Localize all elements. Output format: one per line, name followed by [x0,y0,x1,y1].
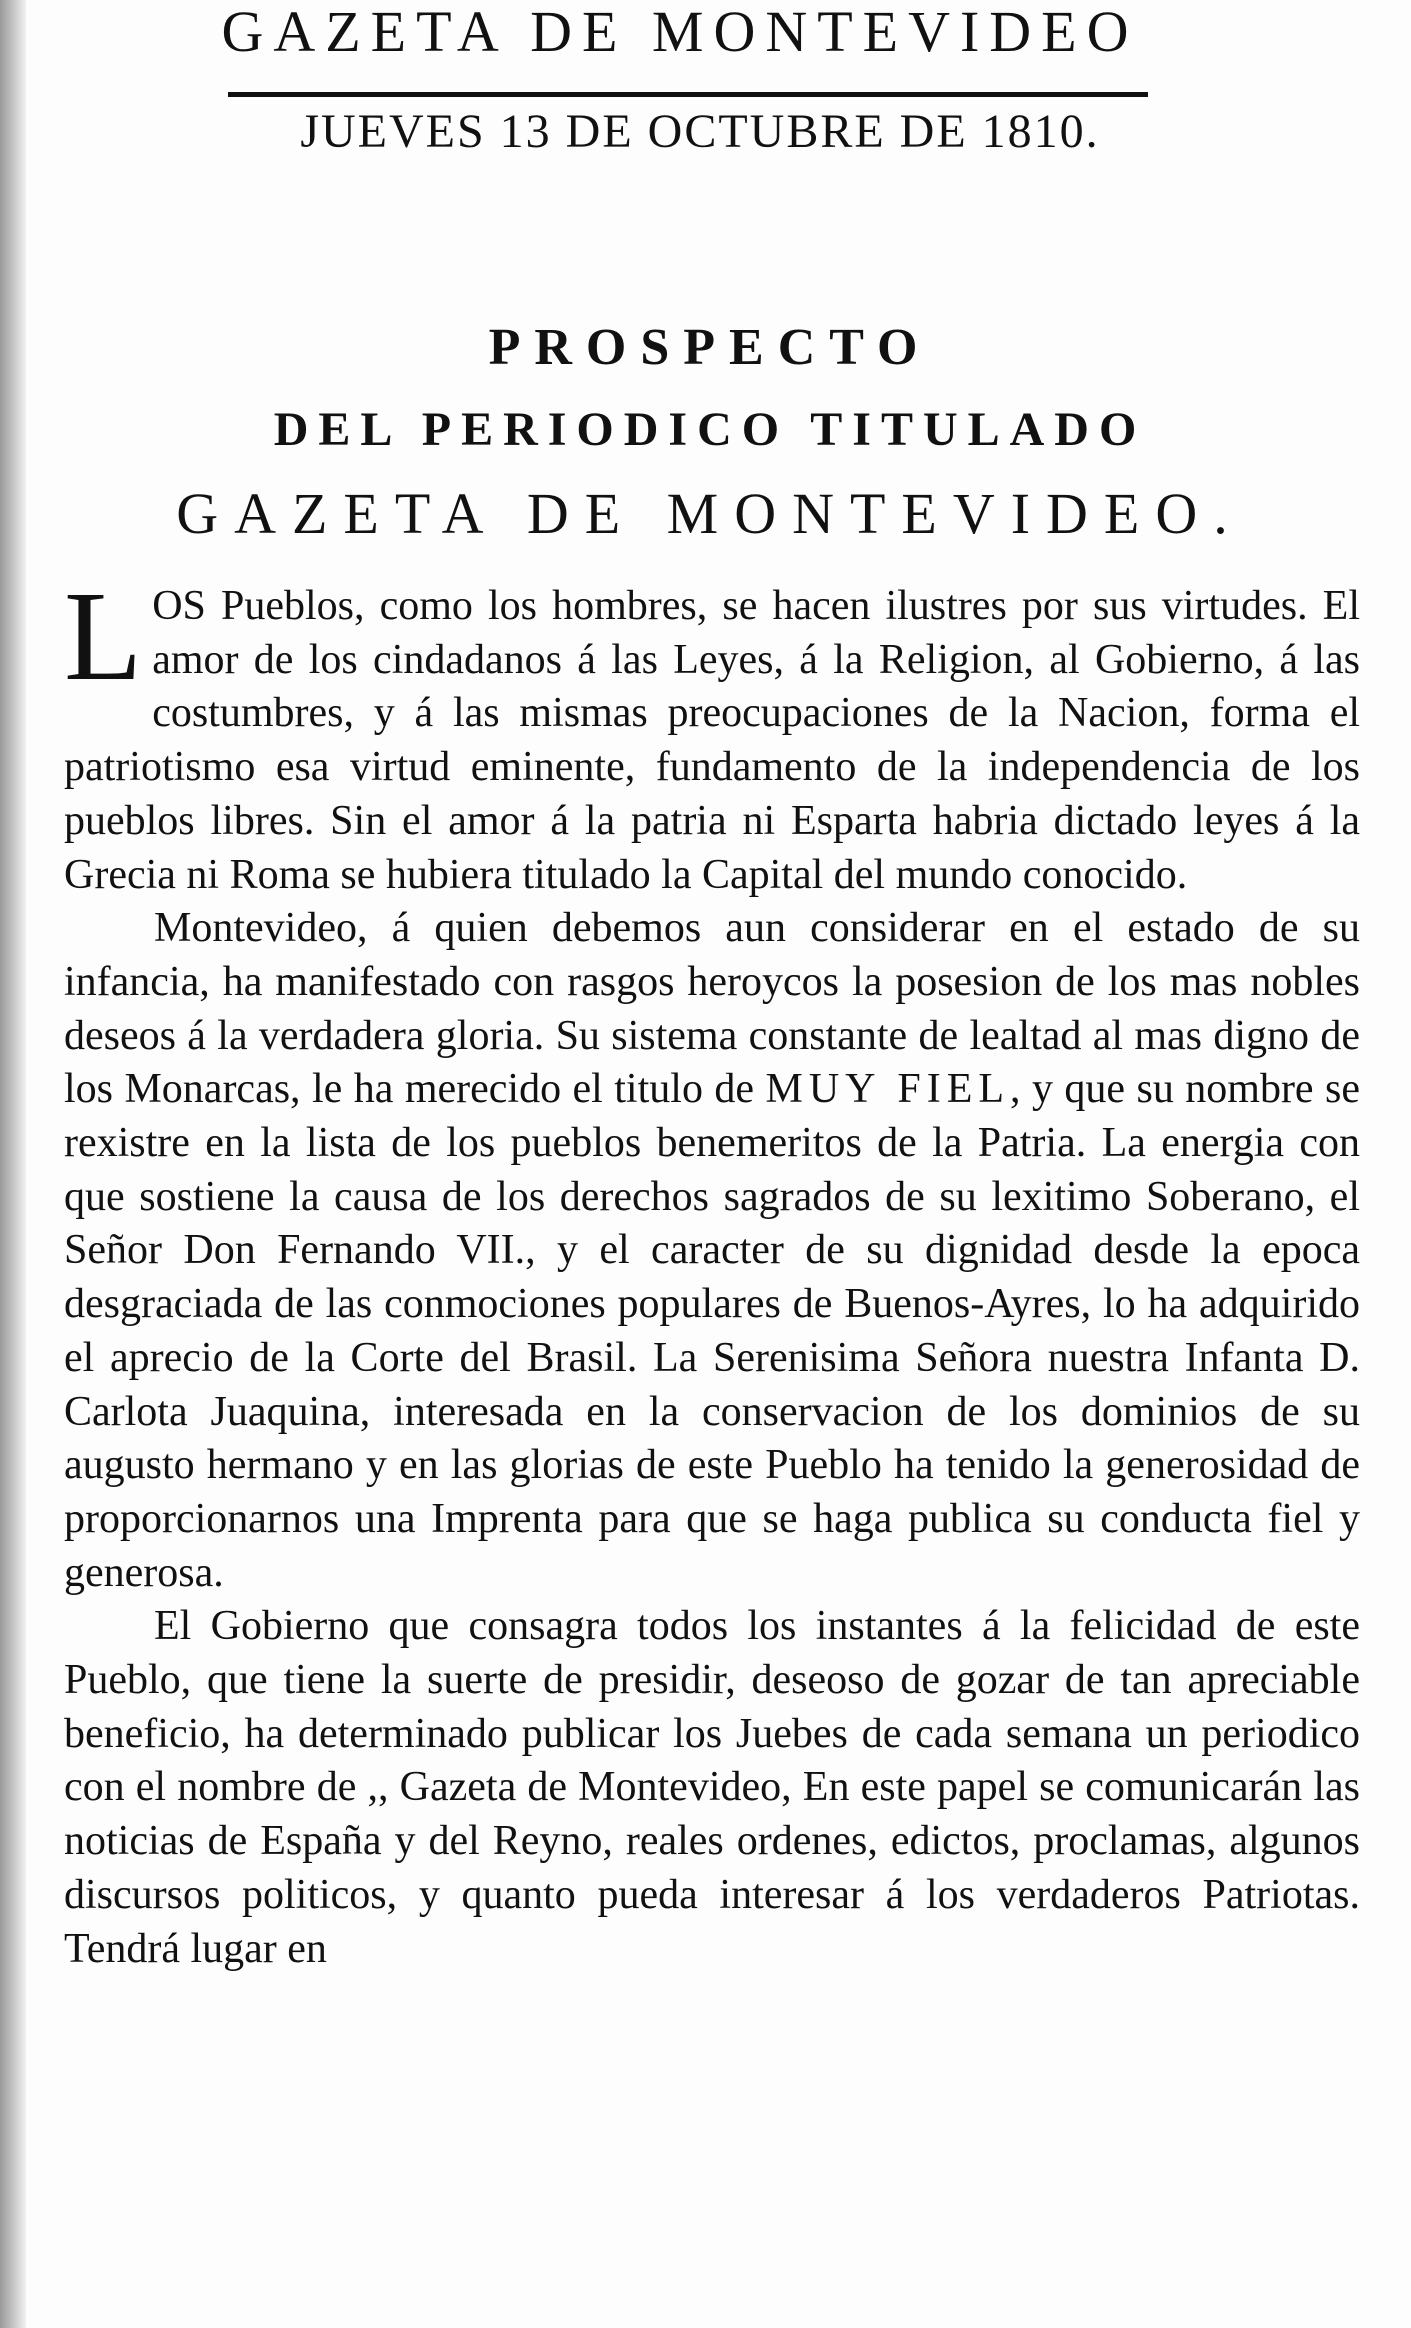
drop-cap: L [64,565,143,707]
paragraph-3 [64,1600,1360,1976]
page-binding-shadow [0,0,26,2328]
paragraph-2-text-b: , y que su nombre se rexistre en la lista de los pueblos benemeritos de la Patria. La energia con que sostiene la causa de los derechos sagrados de su lexitimo Soberano, el Señor Don Fernando VII., y el caracter de su dignidad desde la epoca desgraciada de las conmociones populares de Buenos-Ayres, lo ha adquirido el aprecio de la Corte del Brasil. La Serenisima Señora nuestra Infanta D. Carlota Juaquina, interesada en la conservacion de los dominios de su augusto hermano y en las glorias de este Pueblo ha tenido la generosidad de proporcionarnos una Imprenta para que se haga publica su conducta fiel y generosa. [64,1066,1360,1596]
heading-periodico: DEL PERIODICO TITULADO [273,403,1147,456]
paragraph-1 [64,565,1360,902]
muy-fiel-title: MUY FIEL [765,1066,1011,1113]
heading-gazeta: GAZETA DE MONTEVIDEO. [176,481,1244,546]
masthead-rule [228,92,1148,97]
paragraph-3-text: El Gobierno que consagra todos los instantes á la felicidad de este Pueblo, que tiene la suerte de presidir, deseoso de gozar de tan apreciable beneficio, ha determinado publicar los Juebes de cada semana un periodico con el nombre de ,, Gazeta de Montevideo, En este papel se comunicarán las noticias de España y del Reyno, reales ordenes, edictos, proclamas, algunos discursos politicos, y quanto pueda interesar á los verdaderos Patriotas. Tendrá lugar en [64,1603,1360,1972]
paragraph-2-text-a: Montevideo, á quien debemos aun considerar en el estado de su infancia, ha manifestado con rasgos heroycos la posesion de los mas nobles deseos á la verdadera gloria. Su sistema constante de lealtad al mas digno de los Monarcas, le ha merecido el titulo de [64,905,1360,1113]
paragraph-2 [64,902,1360,1600]
heading-prospecto: PROSPECTO [488,319,932,376]
issue-date: JUEVES 13 DE OCTUBRE DE 1810. [300,105,1100,158]
article-body [64,565,1360,1976]
masthead: GAZETA DE MONTEVIDEO [221,0,1139,64]
paragraph-1-text: OS Pueblos, como los hombres, se hacen ilustres por sus virtudes. El amor de los cindadanos á las Leyes, á la Religion, al Gobierno, á las costumbres, y á las mismas preocupaciones de la Nacion, forma el patriotismo esa virtud eminente, fundamento de la independencia de los pueblos libres. Sin el amor á la patria ni Esparta habria dictado leyes á la Grecia ni Roma se hubiera titulado la Capital del mundo conocido. [64,583,1360,898]
